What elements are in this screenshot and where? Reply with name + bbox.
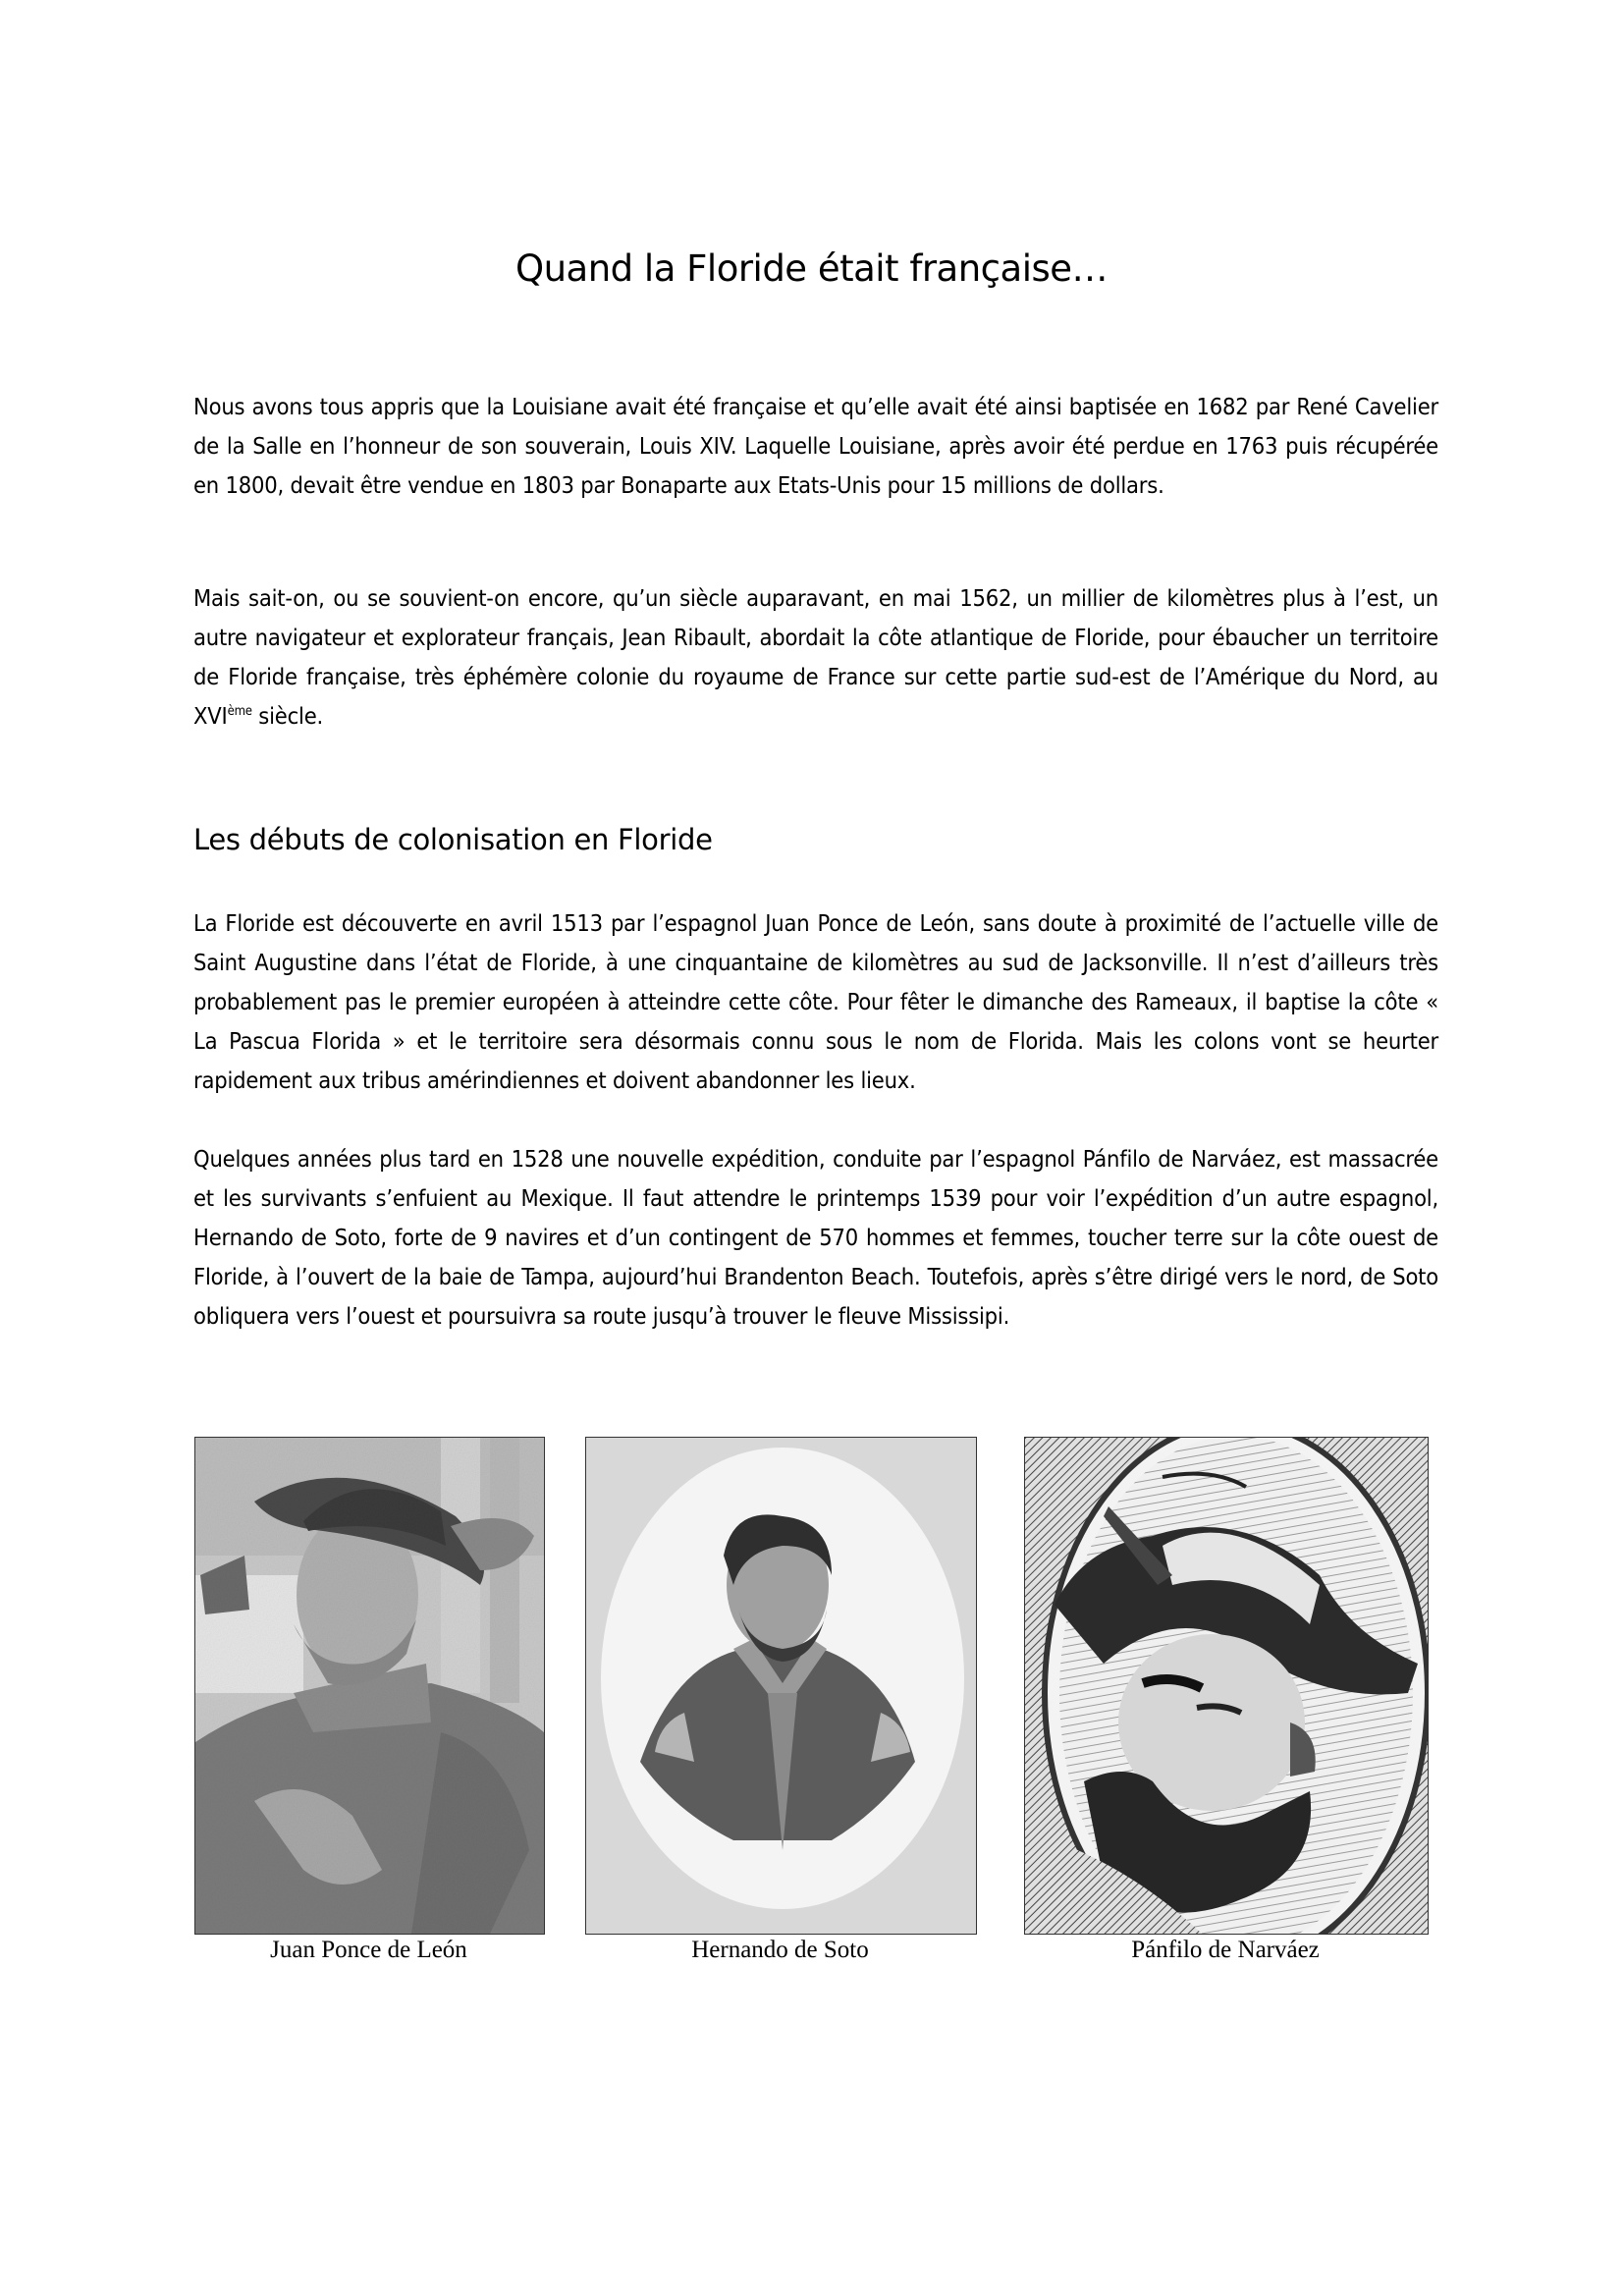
caption-juan-ponce-de-leon: Juan Ponce de León: [270, 1937, 467, 1963]
caption-panfilo-de-narvaez: Pánfilo de Narváez: [1131, 1937, 1320, 1963]
portrait-hernando-de-soto: [585, 1437, 977, 1935]
section-heading: Les débuts de colonisation en Floride: [193, 823, 713, 856]
century-superscript: ème: [227, 704, 252, 719]
section-paragraph-1: La Floride est découverte en avril 1513 par l’espagnol Juan Ponce de León, sans doute à proximité de l’actuelle ville de Saint Augustine dans l’état de Floride, à une cinquantaine de kilomètres au sud de Jacksonville. Il n’est d’ailleurs très probablement pas le premier européen à atteindre cette côte. Pour fêter le dimanche des Rameaux, il baptise la côte « La Pascua Florida » et le territoire sera désormais connu sous le nom de Florida. Mais les colons vont se heurter rapidement aux tribus amérindiennes et doivent abandonner les lieux.: [193, 909, 1438, 1094]
intro-paragraph-2-text: Mais sait-on, ou se souvient-on encore, qu’un siècle auparavant, en mai 1562, un millier de kilomètres plus à l’est, un autre navigateur et explorateur français, Jean Ribault, abordait la côte atlantique de Floride, pour ébaucher un territoire de Floride française, très éphémère colonie du royaume de France sur cette partie sud-est de l’Amérique du Nord, au XVI: [193, 584, 1438, 730]
page-title: Quand la Floride était française…: [514, 247, 1109, 290]
caption-hernando-de-soto: Hernando de Soto: [691, 1937, 869, 1963]
portrait-image: [586, 1438, 976, 1934]
intro-paragraph-1: Nous avons tous appris que la Louisiane avait été française et qu’elle avait été ainsi baptisée en 1682 par René Cavelier de la Salle en l’honneur de son souverain, Louis XIV. Laquelle Louisiane, après avoir été perdue en 1763 puis récupérée en 1800, devait être vendue en 1803 par Bonaparte aux Etats-Unis pour 15 millions de dollars.: [193, 393, 1438, 499]
intro-paragraph-2-end: siècle.: [251, 702, 324, 730]
portrait-image: [195, 1438, 544, 1934]
section-paragraph-2: Quelques années plus tard en 1528 une nouvelle expédition, conduite par l’espagnol Pánfilo de Narváez, est massacrée et les survivants s’enfuient au Mexique. Il faut attendre le printemps 1539 pour voir l’expédition d’un autre espagnol, Hernando de Soto, forte de 9 navires et d’un contingent de 570 hommes et femmes, toucher terre sur la côte ouest de Floride, à l’ouvert de la baie de Tampa, aujourd’hui Brandenton Beach. Toutefois, après s’être dirigé vers le nord, de Soto obliquera vers l’ouest et poursuivra sa route jusqu’à trouver le fleuve Mississipi.: [193, 1145, 1438, 1330]
portrait-panfilo-de-narvaez: [1024, 1437, 1429, 1935]
portrait-image: [1025, 1438, 1428, 1934]
intro-paragraph-2: [193, 578, 1438, 736]
portrait-juan-ponce-de-leon: [194, 1437, 545, 1935]
